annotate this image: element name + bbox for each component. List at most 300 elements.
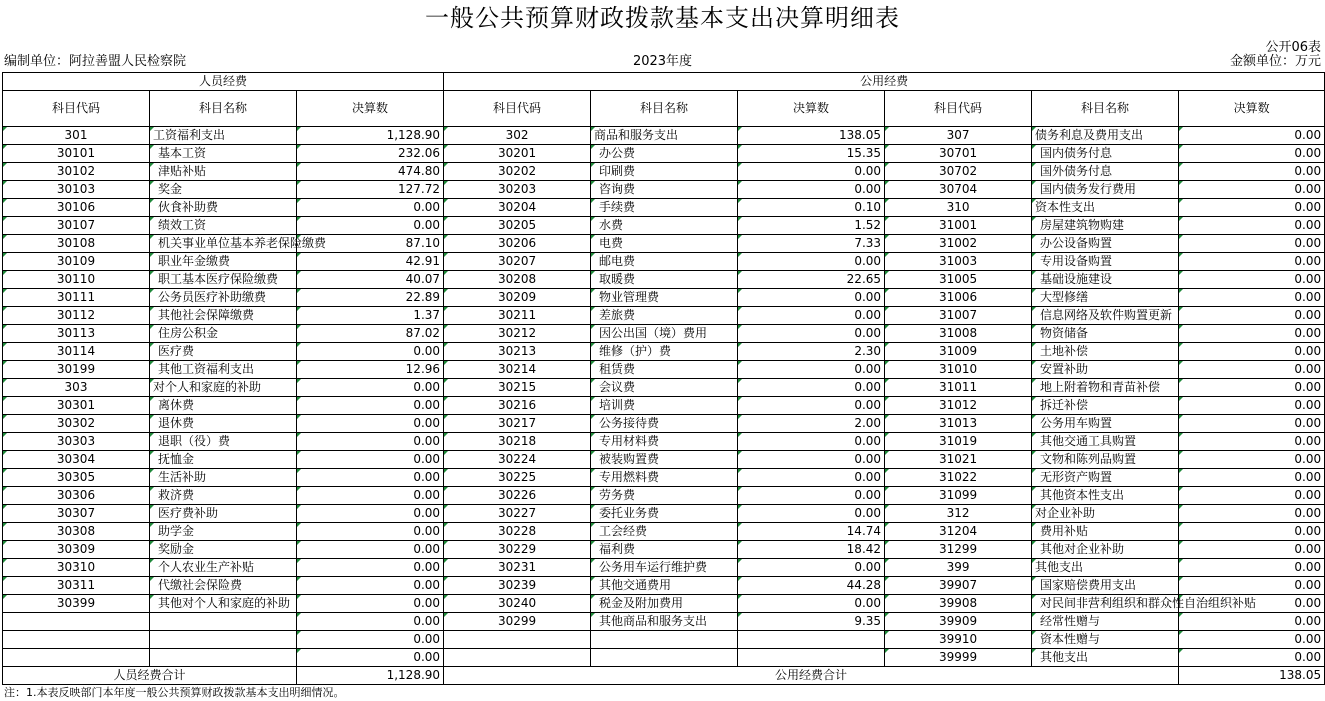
cell-amount: 0.00 [1179, 343, 1325, 361]
cell-amount: 0.00 [1179, 631, 1325, 649]
header-name: 科目名称 [591, 91, 738, 127]
cell-amount: 0.00 [1179, 217, 1325, 235]
cell-code: 30109 [3, 253, 150, 271]
cell-amount: 0.00 [1179, 127, 1325, 145]
cell-name: 房屋建筑物购建 [1032, 217, 1179, 235]
header-code: 科目代码 [885, 91, 1032, 127]
cell-amount: 0.00 [1179, 541, 1325, 559]
cell-name: 物资储备 [1032, 325, 1179, 343]
cell-code: 30240 [444, 595, 591, 613]
table-row [3, 199, 1325, 217]
cell-name: 机关事业单位基本养老保险缴费 [150, 235, 297, 253]
table-row [3, 559, 1325, 577]
cell-amount: 0.00 [1179, 523, 1325, 541]
cell-code: 30111 [3, 289, 150, 307]
cell-amount: 22.65 [738, 271, 885, 289]
cell-name: 其他社会保障缴费 [150, 307, 297, 325]
cell-code: 30310 [3, 559, 150, 577]
cell-code [3, 613, 150, 631]
cell-code: 30101 [3, 145, 150, 163]
cell-amount: 0.00 [1179, 361, 1325, 379]
table-row [3, 325, 1325, 343]
cell-code: 30209 [444, 289, 591, 307]
cell-code: 30228 [444, 523, 591, 541]
cell-amount: 0.00 [1179, 181, 1325, 199]
cell-name: 专用材料费 [591, 433, 738, 451]
cell-name [150, 613, 297, 631]
cell-name: 办公设备购置 [1032, 235, 1179, 253]
table-number: 公开06表 [1265, 40, 1321, 55]
header-amount: 决算数 [738, 91, 885, 127]
cell-amount: 0.00 [1179, 253, 1325, 271]
table-row [3, 235, 1325, 253]
cell-name: 职工基本医疗保险缴费 [150, 271, 297, 289]
header-name: 科目名称 [150, 91, 297, 127]
cell-amount: 44.28 [738, 577, 885, 595]
table-row [3, 289, 1325, 307]
table-row [3, 343, 1325, 361]
cell-name: 助学金 [150, 523, 297, 541]
cell-code: 30299 [444, 613, 591, 631]
cell-name: 救济费 [150, 487, 297, 505]
cell-amount: 22.89 [297, 289, 444, 307]
cell-name: 其他支出 [1032, 649, 1179, 667]
cell-name: 差旅费 [591, 307, 738, 325]
cell-amount: 0.00 [738, 307, 885, 325]
personnel-total-value: 1,128.90 [297, 667, 444, 685]
table-row [3, 505, 1325, 523]
cell-code: 31002 [885, 235, 1032, 253]
cell-name: 咨询费 [591, 181, 738, 199]
cell-name: 委托业务费 [591, 505, 738, 523]
cell-code: 30308 [3, 523, 150, 541]
table-row [3, 415, 1325, 433]
cell-code: 30207 [444, 253, 591, 271]
cell-amount: 0.00 [1179, 271, 1325, 289]
cell-code: 30239 [444, 577, 591, 595]
cell-amount: 0.00 [297, 541, 444, 559]
cell-name: 文物和陈列品购置 [1032, 451, 1179, 469]
cell-name: 国外债务付息 [1032, 163, 1179, 181]
cell-amount: 0.00 [738, 289, 885, 307]
cell-amount: 0.00 [1179, 451, 1325, 469]
table-row [3, 451, 1325, 469]
cell-name: 医疗费补助 [150, 505, 297, 523]
cell-name: 国家赔偿费用支出 [1032, 577, 1179, 595]
cell-name: 退休费 [150, 415, 297, 433]
cell-name: 土地补偿 [1032, 343, 1179, 361]
cell-name: 医疗费 [150, 343, 297, 361]
cell-code: 307 [885, 127, 1032, 145]
cell-name: 代缴社会保险费 [150, 577, 297, 595]
cell-name: 奖励金 [150, 541, 297, 559]
cell-code: 399 [885, 559, 1032, 577]
public-total-label: 公用经费合计 [444, 667, 1179, 685]
cell-code: 30307 [3, 505, 150, 523]
cell-amount: 0.00 [297, 217, 444, 235]
cell-name: 其他对企业补助 [1032, 541, 1179, 559]
cell-amount: 0.00 [1179, 649, 1325, 667]
cell-name: 其他工资福利支出 [150, 361, 297, 379]
cell-name: 专用设备购置 [1032, 253, 1179, 271]
cell-name: 办公费 [591, 145, 738, 163]
cell-amount: 0.00 [297, 559, 444, 577]
cell-name: 无形资产购置 [1032, 469, 1179, 487]
cell-name: 基本工资 [150, 145, 297, 163]
cell-amount: 0.00 [1179, 613, 1325, 631]
table-row [3, 397, 1325, 415]
cell-name: 其他对个人和家庭的补助 [150, 595, 297, 613]
table-row [3, 379, 1325, 397]
cell-code: 30304 [3, 451, 150, 469]
cell-code: 30199 [3, 361, 150, 379]
cell-name: 绩效工资 [150, 217, 297, 235]
cell-amount: 0.00 [297, 469, 444, 487]
header-name: 科目名称 [1032, 91, 1179, 127]
table-row [3, 649, 1325, 667]
cell-name: 伙食补助费 [150, 199, 297, 217]
cell-name: 电费 [591, 235, 738, 253]
cell-code: 30206 [444, 235, 591, 253]
cell-name: 邮电费 [591, 253, 738, 271]
cell-name: 其他交通费用 [591, 577, 738, 595]
cell-amount: 0.00 [297, 631, 444, 649]
table-row [3, 595, 1325, 613]
header-code: 科目代码 [444, 91, 591, 127]
cell-name: 会议费 [591, 379, 738, 397]
cell-amount: 87.10 [297, 235, 444, 253]
cell-amount: 0.00 [738, 361, 885, 379]
cell-amount: 0.00 [738, 163, 885, 181]
table-row [3, 163, 1325, 181]
cell-amount: 0.00 [1179, 469, 1325, 487]
cell-amount: 0.00 [297, 397, 444, 415]
cell-amount: 0.00 [1179, 325, 1325, 343]
cell-amount: 0.00 [738, 595, 885, 613]
cell-name: 生活补助 [150, 469, 297, 487]
cell-name: 抚恤金 [150, 451, 297, 469]
table-row [3, 433, 1325, 451]
cell-amount: 0.00 [1179, 577, 1325, 595]
table-row [3, 127, 1325, 145]
table-row [3, 613, 1325, 631]
cell-name: 基础设施建设 [1032, 271, 1179, 289]
cell-code [3, 649, 150, 667]
cell-amount: 0.00 [1179, 307, 1325, 325]
cell-code: 31022 [885, 469, 1032, 487]
table-row [3, 523, 1325, 541]
cell-code: 30399 [3, 595, 150, 613]
fiscal-year: 2023年度 [632, 54, 693, 69]
cell-amount: 0.00 [297, 613, 444, 631]
cell-name: 对个人和家庭的补助 [150, 379, 297, 397]
cell-code: 31005 [885, 271, 1032, 289]
table-row [3, 271, 1325, 289]
cell-code: 30701 [885, 145, 1032, 163]
cell-amount: 0.00 [1179, 289, 1325, 307]
cell-amount: 18.42 [738, 541, 885, 559]
cell-amount: 0.00 [297, 343, 444, 361]
cell-code: 301 [3, 127, 150, 145]
cell-name [150, 631, 297, 649]
cell-amount: 0.00 [1179, 397, 1325, 415]
cell-name: 工资福利支出 [150, 127, 297, 145]
cell-amount: 12.96 [297, 361, 444, 379]
cell-amount: 0.00 [738, 397, 885, 415]
cell-name: 其他资本性支出 [1032, 487, 1179, 505]
header-amount: 决算数 [1179, 91, 1325, 127]
column-header-row [3, 91, 1325, 127]
cell-code: 30704 [885, 181, 1032, 199]
cell-amount: 1,128.90 [297, 127, 444, 145]
cell-code: 30305 [3, 469, 150, 487]
header-amount: 决算数 [297, 91, 444, 127]
cell-amount: 0.00 [297, 433, 444, 451]
cell-code: 31001 [885, 217, 1032, 235]
footnote: 注：1.本表反映部门本年度一般公共预算财政拨款基本支出明细情况。 [4, 686, 345, 699]
cell-code: 31299 [885, 541, 1032, 559]
page-title: 一般公共预算财政拨款基本支出决算明细表 [425, 4, 900, 32]
cell-code: 30208 [444, 271, 591, 289]
cell-code: 302 [444, 127, 591, 145]
table-row [3, 307, 1325, 325]
cell-code: 30205 [444, 217, 591, 235]
cell-amount [738, 649, 885, 667]
cell-amount: 0.00 [297, 415, 444, 433]
cell-name: 税金及附加费用 [591, 595, 738, 613]
cell-name: 水费 [591, 217, 738, 235]
cell-code: 30110 [3, 271, 150, 289]
cell-code: 30211 [444, 307, 591, 325]
cell-amount: 0.00 [297, 577, 444, 595]
public-total-value: 138.05 [1179, 667, 1325, 685]
cell-name: 资本性赠与 [1032, 631, 1179, 649]
cell-amount: 0.00 [1179, 559, 1325, 577]
cell-name: 大型修缮 [1032, 289, 1179, 307]
cell-amount: 2.00 [738, 415, 885, 433]
table-row [3, 577, 1325, 595]
cell-code: 30226 [444, 487, 591, 505]
cell-name: 租赁费 [591, 361, 738, 379]
cell-code: 39907 [885, 577, 1032, 595]
cell-amount: 0.00 [738, 505, 885, 523]
table-row [3, 145, 1325, 163]
cell-name [150, 649, 297, 667]
table-row [3, 469, 1325, 487]
cell-amount: 0.00 [297, 595, 444, 613]
cell-code: 31008 [885, 325, 1032, 343]
cell-code: 30212 [444, 325, 591, 343]
cell-code: 31003 [885, 253, 1032, 271]
cell-amount [738, 631, 885, 649]
cell-code: 30213 [444, 343, 591, 361]
cell-amount: 0.10 [738, 199, 885, 217]
cell-name [591, 649, 738, 667]
cell-name: 职业年金缴费 [150, 253, 297, 271]
cell-amount: 0.00 [1179, 415, 1325, 433]
cell-amount: 127.72 [297, 181, 444, 199]
cell-code: 39910 [885, 631, 1032, 649]
cell-amount: 87.02 [297, 325, 444, 343]
cell-name: 印刷费 [591, 163, 738, 181]
cell-code: 39999 [885, 649, 1032, 667]
cell-code: 31012 [885, 397, 1032, 415]
cell-code: 31007 [885, 307, 1032, 325]
cell-code: 30215 [444, 379, 591, 397]
cell-name: 拆迁补偿 [1032, 397, 1179, 415]
cell-name: 国内债务付息 [1032, 145, 1179, 163]
cell-code: 30114 [3, 343, 150, 361]
cell-code: 30214 [444, 361, 591, 379]
cell-code: 31204 [885, 523, 1032, 541]
cell-name: 劳务费 [591, 487, 738, 505]
cell-code [3, 631, 150, 649]
cell-name: 债务利息及费用支出 [1032, 127, 1179, 145]
cell-name: 资本性支出 [1032, 199, 1179, 217]
cell-amount: 0.00 [738, 181, 885, 199]
section-header-row [3, 73, 1325, 91]
cell-amount: 0.00 [297, 379, 444, 397]
cell-code: 30107 [3, 217, 150, 235]
cell-amount: 0.00 [1179, 379, 1325, 397]
cell-code: 30702 [885, 163, 1032, 181]
cell-amount: 0.00 [738, 469, 885, 487]
cell-amount: 0.00 [738, 325, 885, 343]
cell-code: 30301 [3, 397, 150, 415]
totals-row [3, 667, 1325, 685]
table-row [3, 541, 1325, 559]
cell-amount: 0.00 [738, 559, 885, 577]
cell-name: 商品和服务支出 [591, 127, 738, 145]
cell-amount: 9.35 [738, 613, 885, 631]
cell-amount: 0.00 [1179, 595, 1325, 613]
cell-code: 31009 [885, 343, 1032, 361]
cell-amount: 0.00 [738, 487, 885, 505]
cell-name: 手续费 [591, 199, 738, 217]
cell-amount: 0.00 [297, 523, 444, 541]
cell-amount: 0.00 [738, 433, 885, 451]
cell-amount: 7.33 [738, 235, 885, 253]
cell-name: 维修（护）费 [591, 343, 738, 361]
cell-code: 30229 [444, 541, 591, 559]
cell-name: 其他支出 [1032, 559, 1179, 577]
cell-code: 30216 [444, 397, 591, 415]
cell-code: 30203 [444, 181, 591, 199]
cell-amount: 0.00 [738, 451, 885, 469]
cell-amount: 0.00 [297, 649, 444, 667]
cell-amount: 0.00 [297, 487, 444, 505]
cell-amount: 0.00 [738, 379, 885, 397]
cell-code: 312 [885, 505, 1032, 523]
cell-amount: 2.30 [738, 343, 885, 361]
cell-name: 福利费 [591, 541, 738, 559]
cell-code: 30231 [444, 559, 591, 577]
cell-name [591, 631, 738, 649]
cell-code: 30306 [3, 487, 150, 505]
cell-code: 30302 [3, 415, 150, 433]
cell-name: 离休费 [150, 397, 297, 415]
cell-code: 30102 [3, 163, 150, 181]
cell-amount: 1.52 [738, 217, 885, 235]
cell-code: 303 [3, 379, 150, 397]
cell-code: 30201 [444, 145, 591, 163]
cell-name: 其他交通工具购置 [1032, 433, 1179, 451]
cell-code: 30108 [3, 235, 150, 253]
cell-code [444, 631, 591, 649]
cell-name: 公务用车购置 [1032, 415, 1179, 433]
cell-code: 30224 [444, 451, 591, 469]
cell-amount: 0.00 [1179, 505, 1325, 523]
amount-unit: 金额单位：万元 [1229, 54, 1321, 69]
table-row [3, 181, 1325, 199]
cell-code: 30103 [3, 181, 150, 199]
cell-code: 30303 [3, 433, 150, 451]
cell-name: 工会经费 [591, 523, 738, 541]
cell-name: 取暖费 [591, 271, 738, 289]
cell-amount: 0.00 [1179, 163, 1325, 181]
cell-name: 地上附着物和青苗补偿 [1032, 379, 1179, 397]
cell-amount: 0.00 [738, 253, 885, 271]
header-code: 科目代码 [3, 91, 150, 127]
cell-name: 国内债务发行费用 [1032, 181, 1179, 199]
section-public: 公用经费 [444, 73, 1325, 91]
cell-code: 30217 [444, 415, 591, 433]
section-personnel: 人员经费 [3, 73, 444, 91]
cell-name: 专用燃料费 [591, 469, 738, 487]
cell-amount: 42.91 [297, 253, 444, 271]
cell-code: 31019 [885, 433, 1032, 451]
cell-code: 30202 [444, 163, 591, 181]
cell-name: 费用补贴 [1032, 523, 1179, 541]
cell-name: 培训费 [591, 397, 738, 415]
cell-amount: 0.00 [1179, 235, 1325, 253]
cell-code: 39909 [885, 613, 1032, 631]
cell-amount: 232.06 [297, 145, 444, 163]
cell-code: 30218 [444, 433, 591, 451]
cell-code [444, 649, 591, 667]
cell-code: 30309 [3, 541, 150, 559]
cell-code: 30225 [444, 469, 591, 487]
cell-amount: 0.00 [297, 451, 444, 469]
table-row [3, 361, 1325, 379]
cell-code: 31006 [885, 289, 1032, 307]
cell-name: 住房公积金 [150, 325, 297, 343]
cell-name: 对企业补助 [1032, 505, 1179, 523]
cell-name: 公务接待费 [591, 415, 738, 433]
cell-amount: 0.00 [297, 199, 444, 217]
cell-code: 39908 [885, 595, 1032, 613]
cell-code: 31099 [885, 487, 1032, 505]
cell-code: 31011 [885, 379, 1032, 397]
cell-code: 31010 [885, 361, 1032, 379]
cell-name: 安置补助 [1032, 361, 1179, 379]
cell-amount: 0.00 [1179, 199, 1325, 217]
cell-amount: 138.05 [738, 127, 885, 145]
cell-name: 被装购置费 [591, 451, 738, 469]
cell-name: 公务用车运行维护费 [591, 559, 738, 577]
cell-amount: 15.35 [738, 145, 885, 163]
cell-name: 因公出国（境）费用 [591, 325, 738, 343]
table-row [3, 253, 1325, 271]
cell-name: 个人农业生产补贴 [150, 559, 297, 577]
cell-code: 30311 [3, 577, 150, 595]
cell-name: 物业管理费 [591, 289, 738, 307]
cell-name: 经常性赠与 [1032, 613, 1179, 631]
cell-code: 310 [885, 199, 1032, 217]
cell-amount: 1.37 [297, 307, 444, 325]
cell-amount: 40.07 [297, 271, 444, 289]
cell-code: 31013 [885, 415, 1032, 433]
